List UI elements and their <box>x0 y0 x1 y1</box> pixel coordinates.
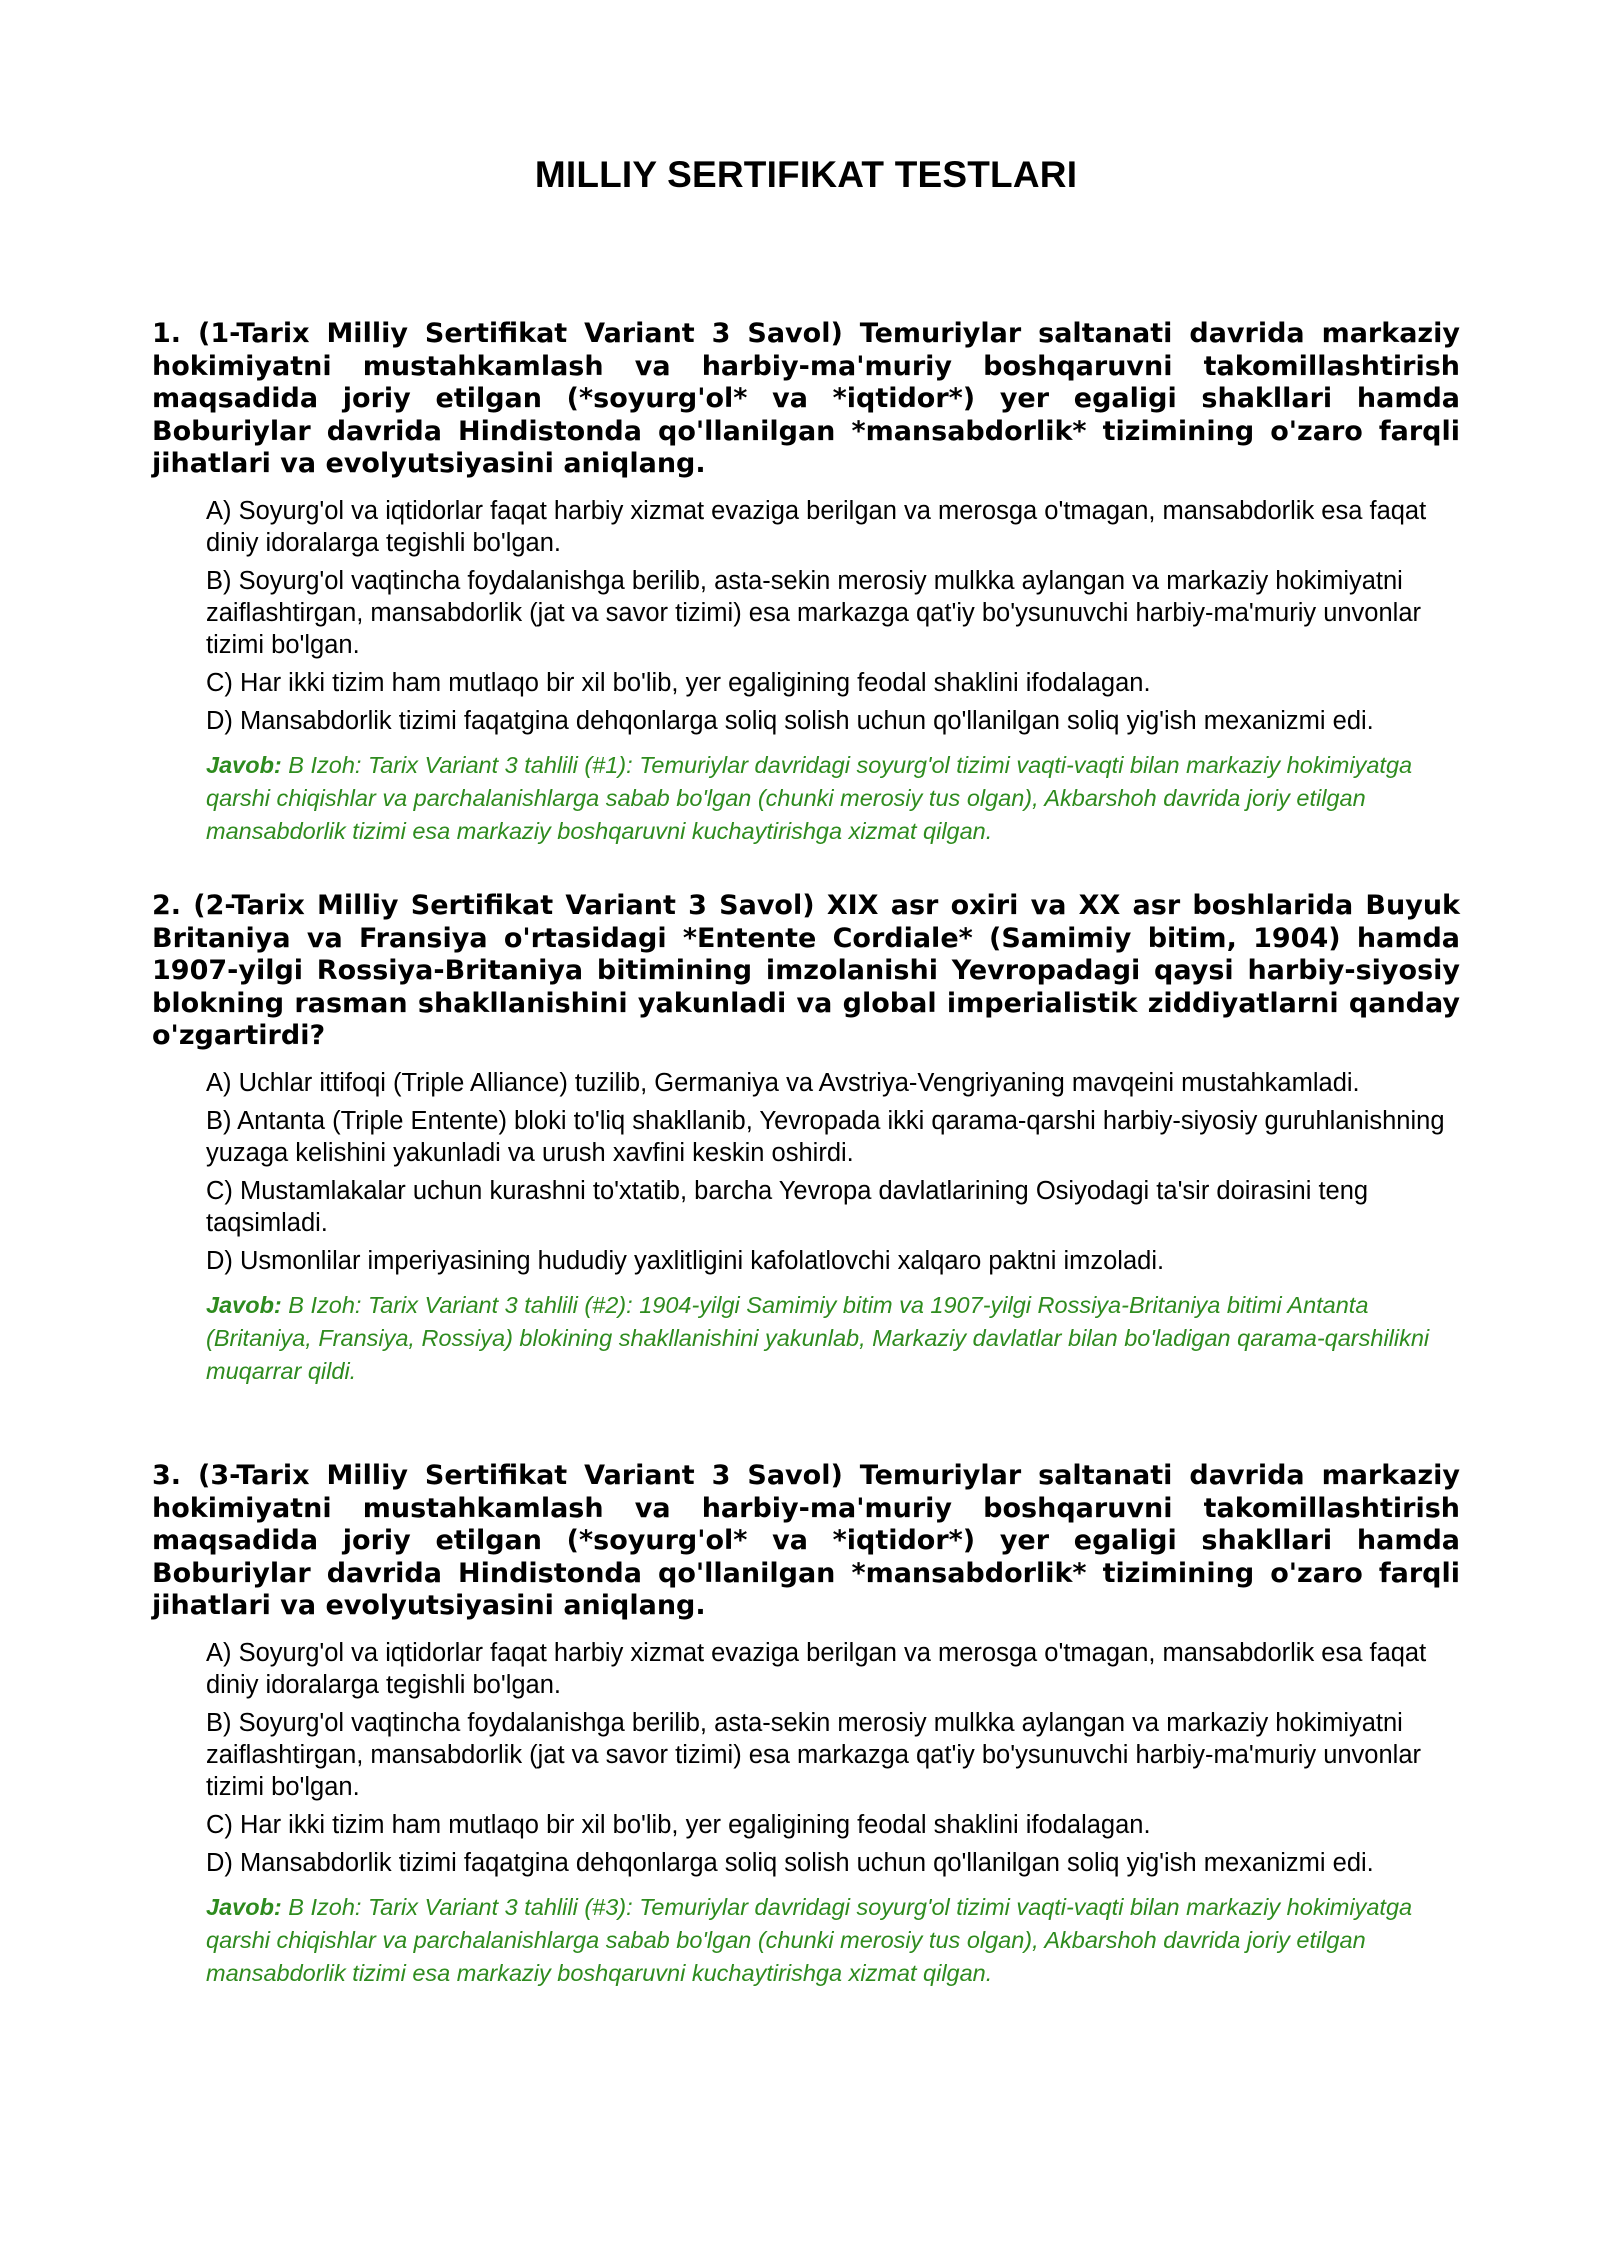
question-1 <box>152 318 1460 848</box>
option-b: B) Antanta (Triple Entente) bloki to'liq shakllanib, Yevropada ikki qarama-qarshi harbiy-siyosiy guruhlanishning yuzaga kelishini yakunladi va urush xavfini keskin oshirdi. <box>206 1106 1445 1167</box>
option-c: C) Mustamlakalar uchun kurashni to'xtatib, barcha Yevropa davlatlarining Osiyodagi ta'sir doirasini teng taqsimladi. <box>206 1176 1369 1237</box>
option-d: D) Usmonlilar imperiyasining hududiy yaxlitligini kafolatlovchi xalqaro paktni imzoladi. <box>206 1246 1165 1275</box>
answer-text: B Izoh: Tarix Variant 3 tahlili (#1): Temuriylar davridagi soyurg'ol tizimi vaqti-vaqti bilan markaziy hokimiyatga qarshi chiqishlar va parchalanishlarga sabab bo'lgan (chunki merosiy tus olgan), Akbarshoh davrida joriy etilgan mansabdorlik tizimi esa markaziy boshqaruvni kuchaytirishga xizmat qilgan. <box>206 751 1413 844</box>
answer-label: Javob: <box>206 1893 282 1920</box>
option-a: A) Soyurg'ol va iqtidorlar faqat harbiy xizmat evaziga berilgan va merosga o'tmagan, mansabdorlik esa faqat diniy idoralarga tegishli bo'lgan. <box>206 496 1427 557</box>
answer-explanation <box>206 1289 1460 1388</box>
options-list <box>206 1637 1460 1879</box>
answer-explanation <box>206 1891 1460 1990</box>
answer-label: Javob: <box>206 1291 282 1318</box>
option-a: A) Uchlar ittifoqi (Triple Alliance) tuzilib, Germaniya va Avstriya-Vengriyaning mavqeini mustahkamladi. <box>206 1068 1360 1097</box>
question-2 <box>152 890 1460 1388</box>
options-list <box>206 495 1460 737</box>
question-3 <box>152 1460 1460 1990</box>
question-text: 3. (3-Tarix Milliy Sertifikat Variant 3 Savol) Temuriylar saltanati davrida markaziy hokimiyatni mustahkamlash va harbiy-ma'muriy boshqaruvni takomillashtirish maqsadida joriy etilgan (*soyurg'ol* va *iqtidor*) yer egaligi shakllari hamda Boburiylar davrida Hindistonda qo'llanilgan *mansabdorlik* tizimining o'zaro farqli jihatlari va evolyutsiyasini aniqlang. <box>152 1460 1460 1621</box>
option-d: D) Mansabdorlik tizimi faqatgina dehqonlarga soliq solish uchun qo'llanilgan soliq yig'ish mexanizmi edi. <box>206 1848 1374 1877</box>
page-title: MILLIY SERTIFIKAT TESTLARI <box>534 154 1078 195</box>
options-list <box>206 1067 1460 1277</box>
option-c: C) Har ikki tizim ham mutlaqo bir xil bo'lib, yer egaligining feodal shaklini ifodalagan. <box>206 1810 1151 1839</box>
question-text: 1. (1-Tarix Milliy Sertifikat Variant 3 Savol) Temuriylar saltanati davrida markaziy hokimiyatni mustahkamlash va harbiy-ma'muriy boshqaruvni takomillashtirish maqsadida joriy etilgan (*soyurg'ol* va *iqtidor*) yer egaligi shakllari hamda Boburiylar davrida Hindistonda qo'llanilgan *mansabdorlik* tizimining o'zaro farqli jihatlari va evolyutsiyasini aniqlang. <box>152 318 1460 479</box>
option-a: A) Soyurg'ol va iqtidorlar faqat harbiy xizmat evaziga berilgan va merosga o'tmagan, mansabdorlik esa faqat diniy idoralarga tegishli bo'lgan. <box>206 1638 1427 1699</box>
question-text: 2. (2-Tarix Milliy Sertifikat Variant 3 Savol) XIX asr oxiri va XX asr boshlarida Buyuk Britaniya va Fransiya o'rtasidagi *Entente Cordiale* (Samimiy bitim, 1904) hamda 1907-yilgi Rossiya-Britaniya bitimining imzolanishi Yevropadagi qaysi harbiy-siyosiy blokning rasman shakllanishini yakunladi va global imperialistik ziddiyatlarni qanday o'zgartirdi? <box>152 890 1460 1051</box>
option-d: D) Mansabdorlik tizimi faqatgina dehqonlarga soliq solish uchun qo'llanilgan soliq yig'ish mexanizmi edi. <box>206 706 1374 735</box>
option-b: B) Soyurg'ol vaqtincha foydalanishga berilib, asta-sekin merosiy mulkka aylangan va markaziy hokimiyatni zaiflashtirgan, mansabdorlik (jat va savor tizimi) esa markazga qat'iy bo'ysunuvchi harbiy-ma'muriy unvonlar tizimi bo'lgan. <box>206 566 1422 659</box>
answer-explanation <box>206 749 1460 848</box>
option-c: C) Har ikki tizim ham mutlaqo bir xil bo'lib, yer egaligining feodal shaklini ifodalagan. <box>206 668 1151 697</box>
option-b: B) Soyurg'ol vaqtincha foydalanishga berilib, asta-sekin merosiy mulkka aylangan va markaziy hokimiyatni zaiflashtirgan, mansabdorlik (jat va savor tizimi) esa markazga qat'iy bo'ysunuvchi harbiy-ma'muriy unvonlar tizimi bo'lgan. <box>206 1708 1422 1801</box>
answer-text: B Izoh: Tarix Variant 3 tahlili (#3): Temuriylar davridagi soyurg'ol tizimi vaqti-vaqti bilan markaziy hokimiyatga qarshi chiqishlar va parchalanishlarga sabab bo'lgan (chunki merosiy tus olgan), Akbarshoh davrida joriy etilgan mansabdorlik tizimi esa markaziy boshqaruvni kuchaytirishga xizmat qilgan. <box>206 1893 1413 1986</box>
answer-text: B Izoh: Tarix Variant 3 tahlili (#2): 1904-yilgi Samimiy bitim va 1907-yilgi Rossiya-Britaniya bitimi Antanta (Britaniya, Fransiya, Rossiya) blokining shakllanishini yakunlab, Markaziy davlatlar bilan bo'ladigan qarama-qarshilikni muqarrar qildi. <box>206 1291 1430 1384</box>
answer-label: Javob: <box>206 751 282 778</box>
